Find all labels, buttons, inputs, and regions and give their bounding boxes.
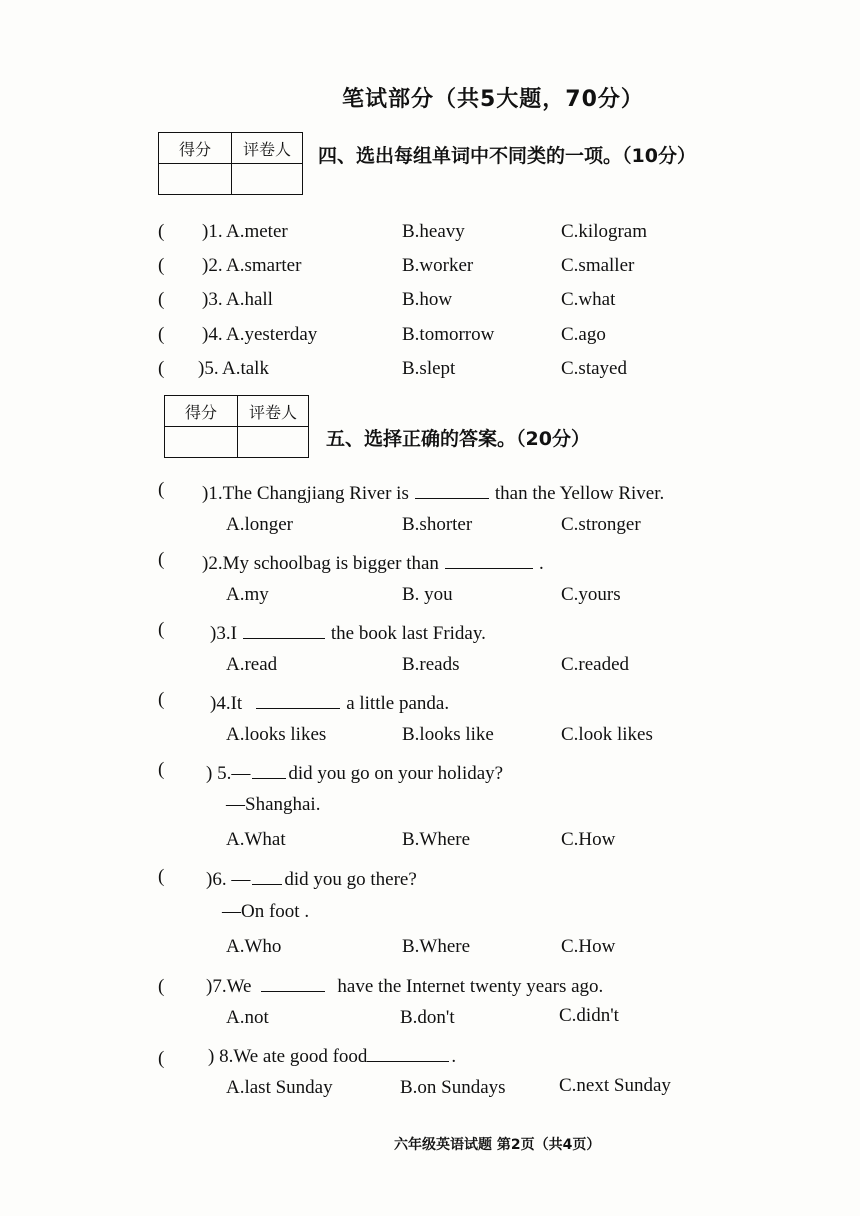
answer-paren[interactable]: ( — [158, 866, 165, 887]
question-stem: )7.We — [206, 976, 252, 997]
option-c: C.what — [561, 289, 616, 310]
answer-blank[interactable] — [367, 1042, 449, 1062]
answer-blank[interactable] — [445, 549, 533, 569]
question-tail: than the Yellow River. — [494, 483, 665, 504]
option-a: A.longer — [226, 514, 294, 535]
option-b: B.shorter — [402, 514, 473, 535]
answer-blank[interactable] — [252, 865, 282, 885]
dialog-reply: —On foot . — [222, 901, 310, 922]
answer-paren[interactable]: ( — [158, 255, 165, 276]
section4-heading: 四、选出每组单词中不同类的一项。（10分） — [318, 145, 696, 167]
question-stem: )6. — — [206, 869, 251, 890]
page-title: 笔试部分（共5大题，70分） — [342, 87, 644, 112]
answer-blank[interactable] — [252, 759, 286, 779]
option-a: A.not — [226, 1007, 269, 1028]
question-stem: )4.It — [210, 693, 243, 714]
answer-blank[interactable] — [261, 972, 325, 992]
question-text — [208, 1042, 456, 1068]
option-a: A.looks likes — [226, 724, 327, 745]
option-c: C.kilogram — [561, 221, 648, 242]
answer-paren[interactable]: ( — [158, 759, 165, 780]
question-tail: have the Internet twenty years ago. — [337, 976, 604, 997]
question-tail: did you go on your holiday? — [288, 763, 504, 784]
option-c: C.How — [561, 936, 616, 957]
option-b: B.on Sundays — [400, 1077, 506, 1098]
option-c: C.didn't — [559, 1005, 619, 1026]
section5-heading: 五、选择正确的答案。（20分） — [326, 428, 590, 450]
option-a: A.talk — [222, 358, 269, 379]
option-b: B.Where — [402, 829, 471, 850]
dialog-reply: —Shanghai. — [226, 794, 321, 815]
option-b: B.looks like — [402, 724, 494, 745]
option-b: B.worker — [402, 255, 474, 276]
question-stem: ) 5.— — [206, 763, 251, 784]
option-c: C.smaller — [561, 255, 635, 276]
question-text — [206, 759, 503, 785]
question-tail: . — [451, 1046, 457, 1067]
question-tail: did you go there? — [284, 869, 417, 890]
grader-header: 评卷人 — [238, 396, 309, 427]
option-c: C.How — [561, 829, 616, 850]
option-a: A.meter — [226, 221, 288, 242]
option-b: B.reads — [402, 654, 460, 675]
option-c: C.readed — [561, 654, 630, 675]
question-text — [206, 865, 417, 891]
option-b: B.Where — [402, 936, 471, 957]
answer-paren[interactable]: ( — [158, 619, 165, 640]
question-number: )3. — [202, 289, 223, 310]
answer-blank[interactable] — [256, 689, 340, 709]
question-text — [210, 689, 449, 715]
option-a: A.Who — [226, 936, 282, 957]
question-text — [210, 619, 486, 645]
score-header: 得分 — [159, 133, 232, 164]
option-a: A.What — [226, 829, 286, 850]
grader-cell[interactable] — [232, 164, 303, 195]
answer-paren[interactable]: ( — [158, 324, 165, 345]
option-c: C.next Sunday — [559, 1075, 671, 1096]
option-a: A.my — [226, 584, 269, 605]
option-b: B. you — [402, 584, 453, 605]
option-b: B.tomorrow — [402, 324, 495, 345]
option-c: C.ago — [561, 324, 606, 345]
option-a: A.read — [226, 654, 278, 675]
question-number: )4. — [202, 324, 223, 345]
question-number: )2. — [202, 255, 223, 276]
score-table-section4 — [158, 132, 303, 195]
answer-paren[interactable]: ( — [158, 289, 165, 310]
answer-blank[interactable] — [415, 479, 489, 499]
option-b: B.don't — [400, 1007, 455, 1028]
option-c: C.yours — [561, 584, 621, 605]
answer-paren[interactable]: ( — [158, 549, 165, 570]
option-b: B.slept — [402, 358, 456, 379]
score-table-section5 — [164, 395, 309, 458]
grader-cell[interactable] — [238, 427, 309, 458]
question-text — [202, 549, 544, 575]
option-c: C.look likes — [561, 724, 653, 745]
question-tail: a little panda. — [346, 693, 450, 714]
answer-paren[interactable]: ( — [158, 1048, 165, 1069]
score-cell[interactable] — [159, 164, 232, 195]
question-text — [202, 479, 664, 505]
question-number: )5. — [198, 358, 219, 379]
option-b: B.how — [402, 289, 453, 310]
option-c: C.stayed — [561, 358, 627, 379]
question-tail: the book last Friday. — [330, 623, 486, 644]
score-header: 得分 — [165, 396, 238, 427]
option-a: A.hall — [226, 289, 273, 310]
question-stem: ) 8.We ate good food — [208, 1046, 368, 1067]
answer-paren[interactable]: ( — [158, 479, 165, 500]
answer-paren[interactable]: ( — [158, 689, 165, 710]
answer-blank[interactable] — [243, 619, 325, 639]
question-number: )1. — [202, 221, 223, 242]
grader-header: 评卷人 — [232, 133, 303, 164]
option-a: A.yesterday — [226, 324, 318, 345]
question-text — [206, 972, 603, 998]
option-a: A.last Sunday — [226, 1077, 333, 1098]
page-footer: 六年级英语试题 第2页（共4页） — [394, 1137, 601, 1153]
question-stem: )3.I — [210, 623, 237, 644]
answer-paren[interactable]: ( — [158, 221, 165, 242]
question-tail: . — [538, 553, 544, 574]
option-a: A.smarter — [226, 255, 302, 276]
score-cell[interactable] — [165, 427, 238, 458]
answer-paren[interactable]: ( — [158, 358, 165, 379]
question-stem: )1.The Changjiang River is — [202, 483, 409, 504]
option-b: B.heavy — [402, 221, 465, 242]
answer-paren[interactable]: ( — [158, 976, 165, 997]
question-stem: )2.My schoolbag is bigger than — [202, 553, 439, 574]
option-c: C.stronger — [561, 514, 641, 535]
